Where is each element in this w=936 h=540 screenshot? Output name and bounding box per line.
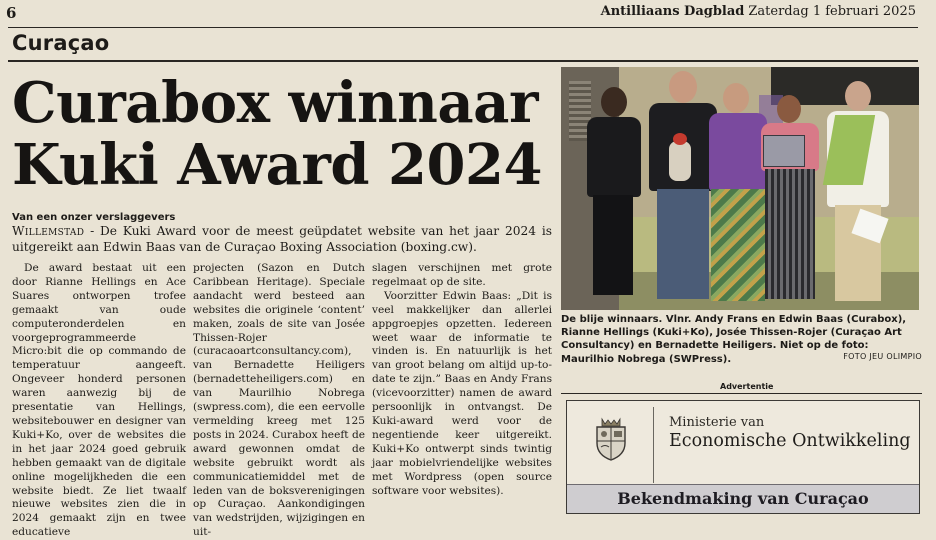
person-josee-thissen-rojer [759,95,821,310]
advertisement-box [566,400,920,514]
paragraph: Voorzitter Edwin Baas: „Dit is veel makkelijker dan allerlei appgroepjes opzetten. Iedereen weet waar de informatie te vinden is. En natuurlijk is het van groot belang om altijd up-to-date te zijn.” Baas en Andy Frans (vicevoorzitter) namen de award persoonlijk in ontvangst. De Kuki-award werd voor de negentiende keer uitgereikt. Kuki+Ko ontwerpt sinds twintig jaar mobielvriendelijke websites met Wordpress (open source software voor websites). [372,289,552,497]
announcement-banner: Bekendmaking van Curaçao [567,484,919,513]
section-rule [8,60,918,62]
article-intro [12,223,552,255]
header-rule [8,27,918,28]
advertisement-divider [653,407,654,483]
article-column-1 [12,262,186,539]
photo-caption: De blije winnaars. Vlnr. Andy Frans en Edwin Baas (Curabox), Rianne Hellings (Kuki+Ko), Josée Thissen-Rojer (Curaçao Art Consultancy) en Bernadette Heiligers. Niet op de foto: Maurilhio Nobrega (SWPress). [561,314,907,365]
advertisement-label: Advertentie [720,382,774,391]
headline-line-1: Curabox winnaar [12,70,538,136]
advertisement-rule [561,393,922,394]
coat-of-arms-icon [593,417,629,461]
article-column-2 [193,262,365,539]
newspaper-name: Antilliaans Dagblad [600,4,745,19]
byline: Van een onzer verslaggevers [12,212,176,223]
headline-line-2: Kuki Award 2024 [12,132,542,198]
issue-date: Zaterdag 1 februari 2025 [748,4,916,19]
paragraph: slagen verschijnen met grote regelmaat op de site. [372,262,552,288]
article-column-3 [372,262,552,512]
paragraph: projecten (Sazon en Dutch Caribbean Heritage). Speciale aandacht werd besteed aan websites die originele ‘content’ maken, zoals de site van Josée Thissen-Rojer (curacaoartconsultancy.com), van Bernadette Heiligers (bernadetteheiligers.com) en van Maurilhio Nobrega (swpress.com), die een eervolle vermelding kreeg met 125 posts in 2024. Curabox heeft de award gewonnen omdat de website gebruikt wordt als communicatiemiddel met de leden van de boksverenigingen op Curaçao. Aankondigingen van wedstrijden, wijzigingen en uit- [193,262,365,539]
article-headline [12,72,552,196]
paragraph: De award bestaat uit een door Rianne Hellings en Ace Suares ontworpen trofee gemaakt van oude computeronderdelen en voorgeprogrammeerde Micro:bit die op commando de temperatuur aangeeft. Ongeveer honderd personen waren aanwezig bij de presentatie van Hellings, websitebouwer en designer van Kuki+Ko, over de websites die in het jaar 2024 goed gebruik hebben gemaakt van de digitale online mogelijkheden die een website biedt. Ze liet twaalf nieuwe websites zien die in 2024 gemaakt zijn en twee educatieve [12,262,186,539]
article-photo [561,67,919,310]
ministry-line-2: Economische Ontwikkeling [669,431,911,451]
page-number: 6 [6,4,17,22]
person-bernadette-heiligers [825,81,891,310]
dateline: Willemstad [12,224,85,238]
photo-credit: FOTO JEU OLIMPIO [843,352,922,361]
person-andy-frans [583,87,643,310]
ministry-line-1: Ministerie van [669,415,765,430]
section-title: Curaçao [12,31,110,55]
masthead [601,4,916,19]
intro-text: - De Kuki Award voor de meest geüpdatet website van het jaar 2024 is uitgereikt aan Edwin Baas van de Curaçao Boxing Association (boxing.cw). [12,224,552,254]
